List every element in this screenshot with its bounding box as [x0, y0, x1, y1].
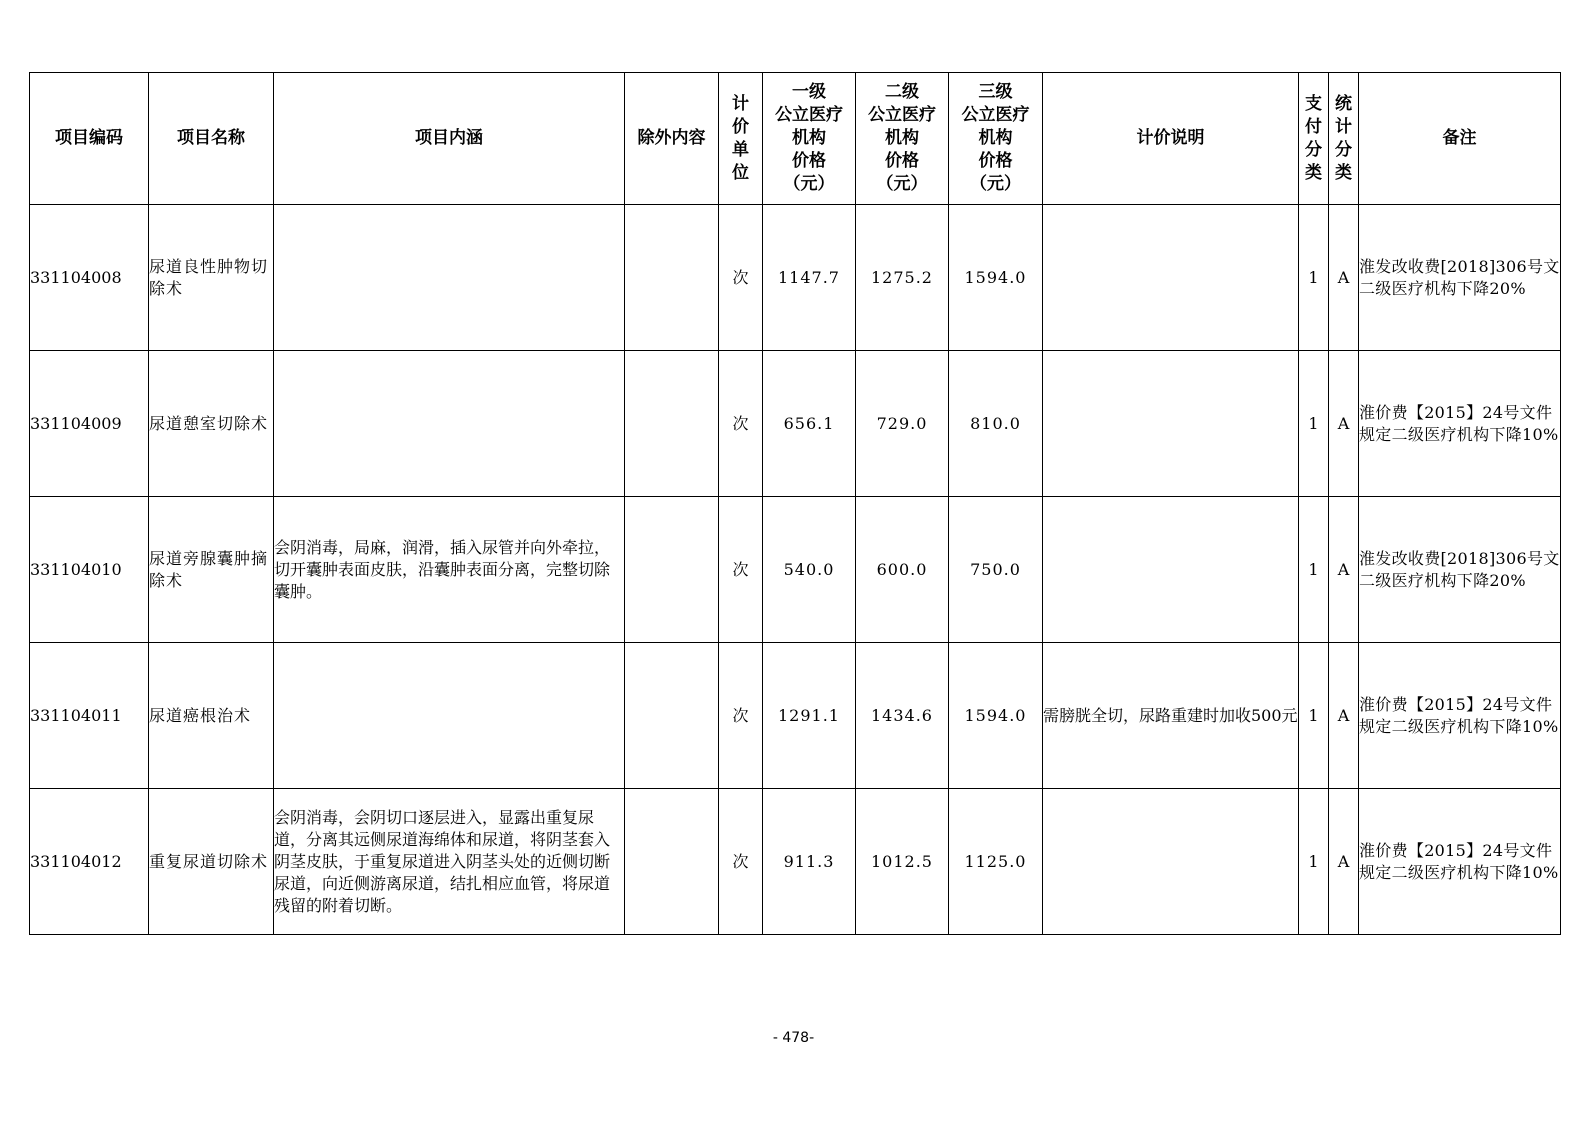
cell-price-level1: 1147.7 — [763, 205, 856, 351]
cell-code: 331104012 — [30, 789, 149, 935]
header-exclusion: 除外内容 — [625, 73, 719, 205]
header-code: 项目编码 — [30, 73, 149, 205]
page-number: - 478- — [772, 1030, 815, 1046]
table-row — [30, 497, 1561, 643]
cell-name: 重复尿道切除术 — [149, 789, 274, 935]
cell-price-level1: 540.0 — [763, 497, 856, 643]
cell-pricing-note — [1043, 789, 1299, 935]
cell-content — [274, 351, 625, 497]
cell-price-level2: 600.0 — [856, 497, 949, 643]
cell-unit: 次 — [719, 643, 763, 789]
header-price-level3: 三级 公立医疗 机构 价格 （元） — [949, 73, 1043, 205]
cell-payment-category: 1 — [1299, 497, 1329, 643]
cell-price-level2: 1275.2 — [856, 205, 949, 351]
cell-exclusion — [625, 643, 719, 789]
header-price-level2: 二级 公立医疗 机构 价格 （元） — [856, 73, 949, 205]
cell-remark: 淮发改收费[2018]306号文二级医疗机构下降20% — [1359, 497, 1561, 643]
cell-payment-category: 1 — [1299, 351, 1329, 497]
table-row — [30, 789, 1561, 935]
cell-code: 331104008 — [30, 205, 149, 351]
table-header-row — [30, 73, 1561, 205]
header-statistics-category: 统 计 分 类 — [1329, 73, 1359, 205]
header-content: 项目内涵 — [274, 73, 625, 205]
cell-price-level3: 750.0 — [949, 497, 1043, 643]
cell-content: 会阴消毒，局麻，润滑，插入尿管并向外牵拉，切开囊肿表面皮肤，沿囊肿表面分离，完整切除囊肿。 — [274, 497, 625, 643]
cell-price-level1: 911.3 — [763, 789, 856, 935]
cell-pricing-note — [1043, 205, 1299, 351]
cell-exclusion — [625, 789, 719, 935]
header-price-level1: 一级 公立医疗 机构 价格 （元） — [763, 73, 856, 205]
cell-remark: 淮发改收费[2018]306号文二级医疗机构下降20% — [1359, 205, 1561, 351]
cell-payment-category: 1 — [1299, 789, 1329, 935]
cell-code: 331104009 — [30, 351, 149, 497]
cell-price-level3: 1594.0 — [949, 643, 1043, 789]
cell-statistics-category: A — [1329, 643, 1359, 789]
cell-code: 331104011 — [30, 643, 149, 789]
cell-unit: 次 — [719, 497, 763, 643]
cell-statistics-category: A — [1329, 205, 1359, 351]
cell-price-level3: 1125.0 — [949, 789, 1043, 935]
cell-price-level3: 1594.0 — [949, 205, 1043, 351]
cell-name: 尿道癌根治术 — [149, 643, 274, 789]
cell-unit: 次 — [719, 789, 763, 935]
cell-pricing-note — [1043, 351, 1299, 497]
header-name: 项目名称 — [149, 73, 274, 205]
header-pricing-note: 计价说明 — [1043, 73, 1299, 205]
cell-payment-category: 1 — [1299, 205, 1329, 351]
cell-unit: 次 — [719, 205, 763, 351]
cell-name: 尿道旁腺囊肿摘除术 — [149, 497, 274, 643]
table-row — [30, 351, 1561, 497]
header-payment-category: 支 付 分 类 — [1299, 73, 1329, 205]
cell-statistics-category: A — [1329, 497, 1359, 643]
cell-pricing-note: 需膀胱全切，尿路重建时加收500元 — [1043, 643, 1299, 789]
cell-exclusion — [625, 205, 719, 351]
cell-price-level1: 656.1 — [763, 351, 856, 497]
cell-payment-category: 1 — [1299, 643, 1329, 789]
cell-price-level3: 810.0 — [949, 351, 1043, 497]
cell-content — [274, 643, 625, 789]
table-row — [30, 205, 1561, 351]
cell-remark: 淮价费【2015】24号文件规定二级医疗机构下降10% — [1359, 351, 1561, 497]
cell-code: 331104010 — [30, 497, 149, 643]
cell-pricing-note — [1043, 497, 1299, 643]
cell-content: 会阴消毒，会阴切口逐层进入，显露出重复尿道，分离其远侧尿道海绵体和尿道，将阴茎套入阴茎皮肤，于重复尿道进入阴茎头处的近侧切断尿道，向近侧游离尿道，结扎相应血管，将尿道残留的附着切断。 — [274, 789, 625, 935]
cell-content — [274, 205, 625, 351]
cell-name: 尿道憩室切除术 — [149, 351, 274, 497]
fee-table — [29, 72, 1561, 935]
cell-price-level1: 1291.1 — [763, 643, 856, 789]
cell-statistics-category: A — [1329, 789, 1359, 935]
table-row — [30, 643, 1561, 789]
cell-name: 尿道良性肿物切除术 — [149, 205, 274, 351]
cell-price-level2: 729.0 — [856, 351, 949, 497]
cell-remark: 淮价费【2015】24号文件规定二级医疗机构下降10% — [1359, 789, 1561, 935]
cell-exclusion — [625, 351, 719, 497]
header-unit: 计 价 单 位 — [719, 73, 763, 205]
cell-unit: 次 — [719, 351, 763, 497]
cell-remark: 淮价费【2015】24号文件规定二级医疗机构下降10% — [1359, 643, 1561, 789]
cell-price-level2: 1434.6 — [856, 643, 949, 789]
header-remark: 备注 — [1359, 73, 1561, 205]
cell-statistics-category: A — [1329, 351, 1359, 497]
cell-exclusion — [625, 497, 719, 643]
cell-price-level2: 1012.5 — [856, 789, 949, 935]
